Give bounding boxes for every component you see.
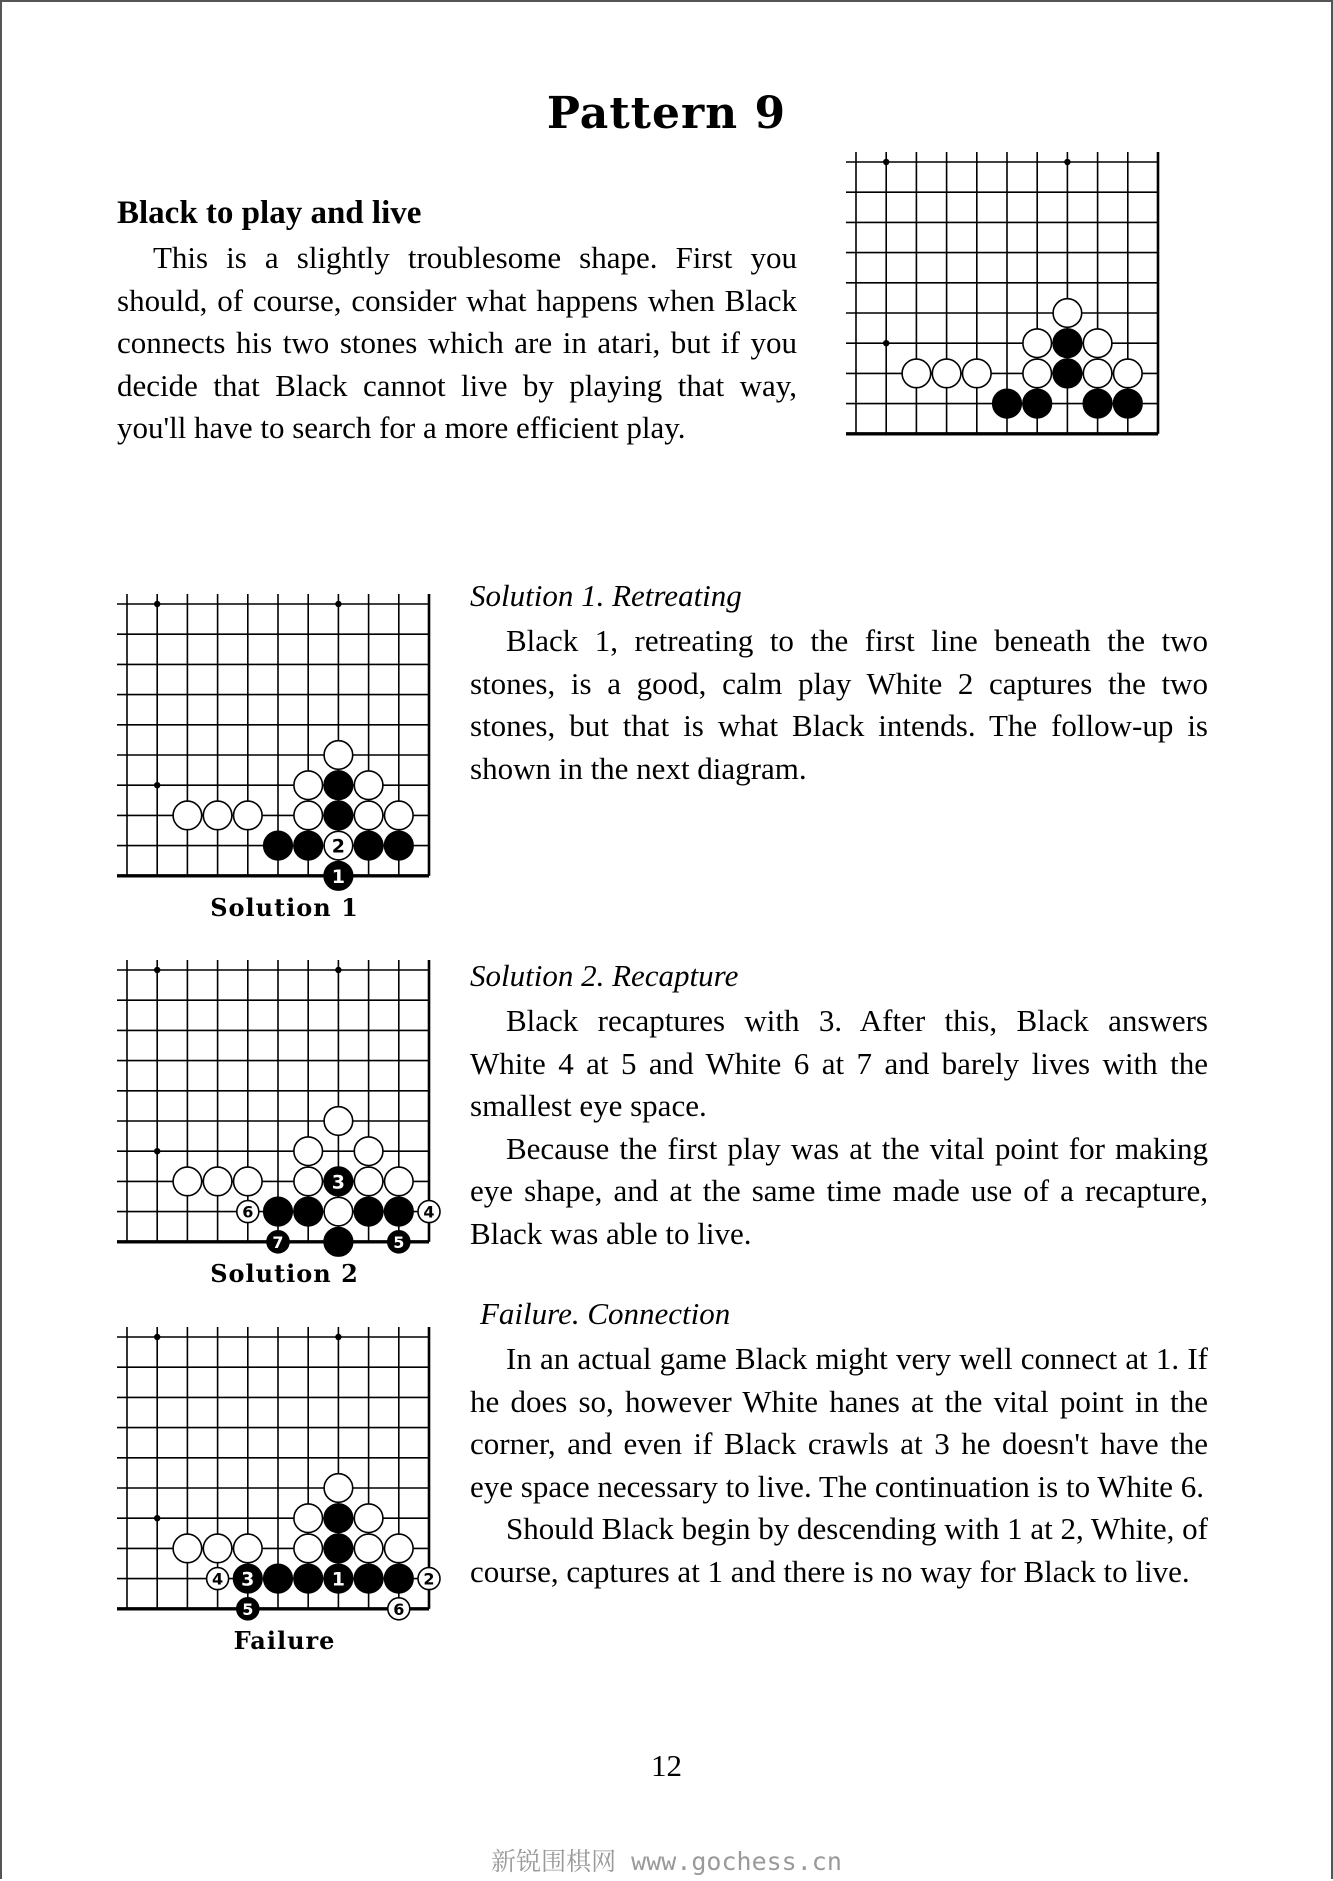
black-stone (234, 1564, 263, 1593)
white-stone (173, 1167, 202, 1196)
go-board-solution-1 (117, 592, 457, 892)
black-stone (354, 1197, 383, 1226)
move-number: 6 (242, 1202, 254, 1222)
watermark: 新锐围棋网 www.gochess.cn (491, 1847, 842, 1876)
black-stone (267, 1231, 289, 1253)
move-number: 2 (423, 1569, 435, 1589)
white-stone (1083, 329, 1112, 358)
white-stone (354, 1167, 383, 1196)
white-stone (1023, 329, 1052, 358)
section-body-solution-2 (470, 1000, 1208, 1255)
white-stone (385, 1534, 414, 1563)
black-stone (324, 771, 353, 800)
white-stone (237, 1201, 259, 1223)
paragraph: In an actual game Black might very well connect at 1. If he does so, however White hanes at the vital point in the corner, and even if Black crawls at 3 he doesn't have the eye space necessary to live. The continuation is to White 6. (470, 1341, 1208, 1504)
diagram-caption-solution-1: Solution 1 (210, 893, 359, 922)
black-stone (993, 389, 1022, 418)
white-stone (354, 771, 383, 800)
black-stone (324, 862, 353, 891)
black-stone (1083, 389, 1112, 418)
white-stone (385, 1167, 414, 1196)
star-point (335, 601, 341, 607)
problem-subtitle: Black to play and live (117, 195, 422, 231)
go-board-problem (846, 150, 1166, 435)
white-stone (294, 1534, 323, 1563)
star-point (154, 601, 160, 607)
white-stone (354, 801, 383, 830)
move-number: 7 (272, 1232, 284, 1252)
star-point (883, 340, 889, 346)
section-heading-failure: Failure. Connection (480, 1296, 731, 1331)
white-stone (354, 1137, 383, 1166)
star-point (154, 1334, 160, 1340)
black-stone (388, 1231, 410, 1253)
white-stone (294, 1137, 323, 1166)
white-stone (1023, 359, 1052, 388)
black-stone (294, 1564, 323, 1593)
black-stone (264, 1197, 293, 1226)
white-stone (234, 801, 263, 830)
star-point (335, 1334, 341, 1340)
black-stone (324, 1534, 353, 1563)
black-stone (264, 831, 293, 860)
move-number: 4 (212, 1569, 224, 1589)
white-stone (324, 1107, 353, 1136)
go-board-failure (117, 1325, 457, 1625)
section-heading-solution-2: Solution 2. Recapture (470, 958, 739, 993)
black-stone (324, 801, 353, 830)
move-number: 5 (393, 1232, 405, 1252)
white-stone (207, 1568, 229, 1590)
white-stone (1114, 359, 1143, 388)
move-number: 1 (331, 1568, 346, 1591)
white-stone (385, 801, 414, 830)
white-stone (294, 1504, 323, 1533)
white-stone (203, 1534, 232, 1563)
black-stone (324, 1228, 353, 1257)
white-stone (294, 1167, 323, 1196)
intro-text: This is a slightly troublesome shape. First you should, of course, consider what happens when Black connects his two stones which are in atari, but if you decide that Black cannot live by playing that way, you'll have to search for a more efficient play. (117, 240, 797, 445)
move-number: 3 (241, 1568, 255, 1591)
paragraph: Should Black begin by descending with 1 at 2, White, of course, captures at 1 and there is no way for Black to live. (470, 1511, 1208, 1589)
black-stone (1114, 389, 1143, 418)
black-stone (1053, 329, 1082, 358)
black-stone (294, 1197, 323, 1226)
move-number: 5 (242, 1599, 254, 1619)
white-stone (324, 1474, 353, 1503)
white-stone (234, 1167, 263, 1196)
black-stone (385, 831, 414, 860)
white-stone (294, 801, 323, 830)
paragraph: Black 1, retreating to the first line beneath the two stones, is a good, calm play White 2 captures the two stones, but that is what Black intends. The follow-up is shown in the next diagram. (470, 623, 1208, 786)
move-number: 4 (423, 1202, 435, 1222)
star-point (883, 159, 889, 165)
white-stone (932, 359, 961, 388)
move-number: 6 (393, 1599, 405, 1619)
white-stone (1083, 359, 1112, 388)
black-stone (354, 1564, 383, 1593)
move-number: 1 (331, 865, 346, 888)
move-number: 3 (331, 1171, 346, 1194)
white-stone (902, 359, 931, 388)
white-stone (418, 1201, 440, 1223)
star-point (154, 1515, 160, 1521)
white-stone (324, 1197, 353, 1226)
section-heading-solution-1: Solution 1. Retreating (470, 578, 742, 613)
black-stone (264, 1564, 293, 1593)
black-stone (324, 1167, 353, 1196)
move-number: 2 (331, 835, 346, 858)
star-point (1064, 159, 1070, 165)
black-stone (294, 831, 323, 860)
star-point (154, 782, 160, 788)
white-stone (1053, 299, 1082, 328)
white-stone (173, 801, 202, 830)
page-number: 12 (651, 1748, 682, 1783)
white-stone (354, 1504, 383, 1533)
white-stone (354, 1534, 383, 1563)
intro-paragraph (117, 237, 797, 450)
white-stone (324, 741, 353, 770)
go-board-solution-2 (117, 958, 457, 1258)
black-stone (385, 1197, 414, 1226)
black-stone (1023, 389, 1052, 418)
white-stone (418, 1568, 440, 1590)
star-point (154, 1148, 160, 1154)
paragraph: Black recaptures with 3. After this, Black answers White 4 at 5 and White 6 at 7 and barely lives with the smallest eye space. (470, 1003, 1208, 1123)
star-point (154, 967, 160, 973)
white-stone (173, 1534, 202, 1563)
section-body-solution-1 (470, 620, 1208, 790)
white-stone (203, 1167, 232, 1196)
white-stone (963, 359, 992, 388)
black-stone (237, 1598, 259, 1620)
section-body-failure (470, 1338, 1208, 1593)
diagram-caption-solution-2: Solution 2 (210, 1259, 359, 1288)
black-stone (324, 1504, 353, 1533)
white-stone (294, 771, 323, 800)
black-stone (354, 831, 383, 860)
black-stone (385, 1564, 414, 1593)
white-stone (203, 801, 232, 830)
star-point (335, 967, 341, 973)
diagram-caption-failure: Failure (233, 1626, 336, 1655)
black-stone (1053, 359, 1082, 388)
black-stone (324, 1564, 353, 1593)
white-stone (324, 831, 353, 860)
paragraph: Because the first play was at the vital point for making eye shape, and at the same time made use of a recapture, Black was able to live. (470, 1130, 1208, 1251)
white-stone (234, 1534, 263, 1563)
white-stone (388, 1598, 410, 1620)
page-title: Pattern 9 (546, 88, 787, 139)
